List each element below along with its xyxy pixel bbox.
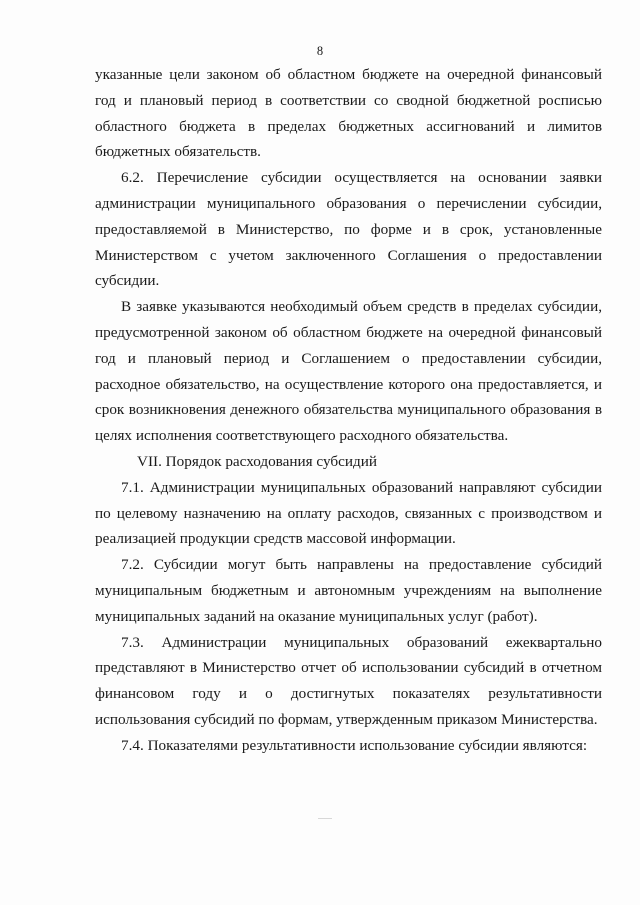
section-heading-7: VII. Порядок расходования субсидий [137, 452, 377, 470]
page-number: 8 [316, 44, 324, 58]
paragraph-continuation: указанные цели законом об областном бюджете на очередной финансовый год и плановый период в соответствии со сводной бюджетной росписью областного бюджета в пределах бюджетных ассигнований и лимитов бюджетных обязательств. [95, 66, 602, 161]
paragraph-7-4: 7.4. Показателями результативности использование субсидии являются: [121, 736, 588, 754]
paragraph-7-3: 7.3. Администрации муниципальных образований ежеквартально представляют в Министерство отчет об использовании субсидий в отчетном финансовом году и о достигнутых показателях результативности использования субсидий по формам, утвержденным приказом Министерства. [95, 633, 602, 728]
paragraph-7-1: 7.1. Администрации муниципальных образований направляют субсидии по целевому назначению на оплату расходов, связанных с производством и реализацией продукции средств массовой информации. [95, 478, 602, 548]
paragraph-application-contents: В заявке указываются необходимый объем средств в пределах субсидии, предусмотренной законом об областном бюджете на очередной финансовый год и плановый период и Соглашением о предоставлении субсидии, расходное обязательство, на осуществление которого она предоставляется, и срок возникновения денежного обязательства муниципального образования в целях исполнения соответствующего расходного обязательства. [95, 298, 602, 445]
paragraph-6-2: 6.2. Перечисление субсидии осуществляется на основании заявки администрации муниципального образования о перечислении субсидии, предоставляемой в Министерство, по форме и в срок, установленные Министерством с учетом заключенного Соглашения о предоставлении субсидии. [95, 169, 602, 290]
scan-artifact-line [318, 818, 332, 819]
document-body [95, 62, 602, 759]
paragraph-7-2: 7.2. Субсидии могут быть направлены на предоставление субсидий муниципальным бюджетным и автономным учреждениям на выполнение муниципальных заданий на оказание муниципальных услуг (работ). [95, 556, 602, 625]
